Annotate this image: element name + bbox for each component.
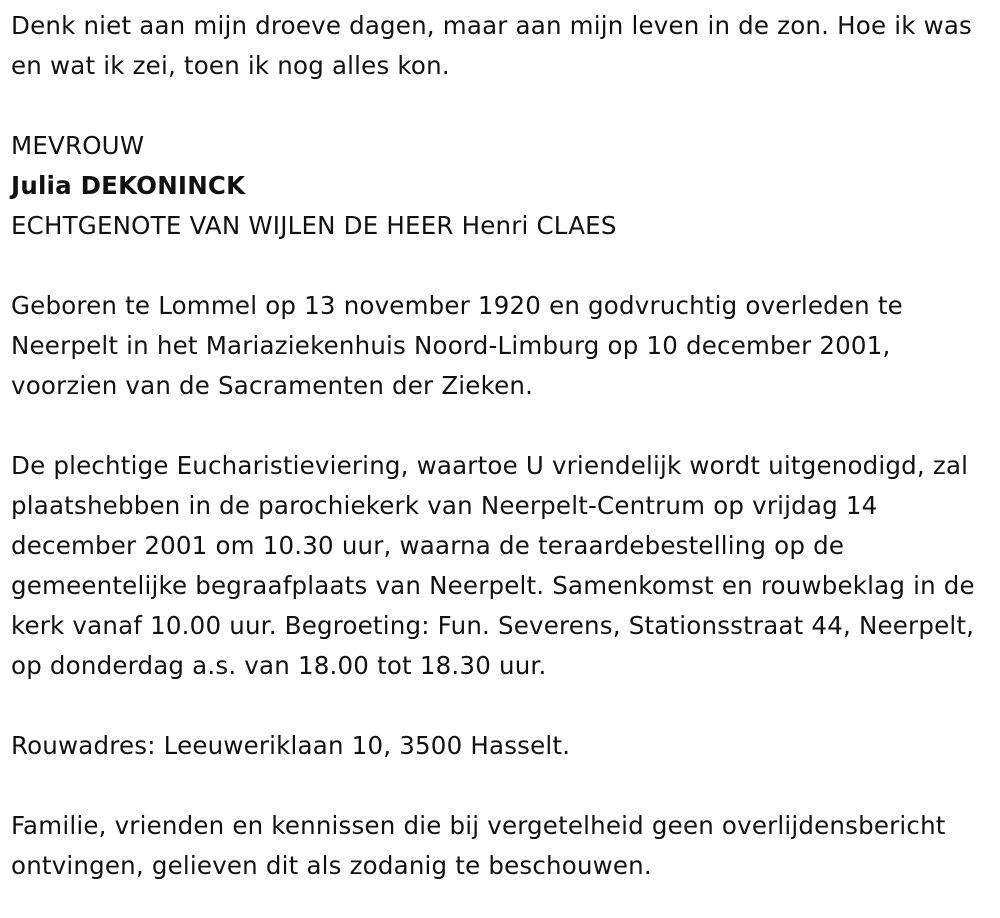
spacer — [11, 86, 996, 126]
closing-paragraph: Familie, vrienden en kennissen die bij vergetelheid geen overlijdensbericht ontvingen, gelieven dit als zodanig te beschouwen. — [11, 811, 946, 880]
obituary-notice — [11, 6, 996, 886]
spouse-line: ECHTGENOTE VAN WIJLEN DE HEER Henri CLAES — [11, 211, 617, 240]
spacer — [11, 406, 996, 446]
title-prefix: MEVROUW — [11, 131, 145, 160]
spacer — [11, 766, 996, 806]
ceremony-paragraph: De plechtige Eucharistieviering, waartoe U vriendelijk wordt uitgenodigd, zal plaatshebben in de parochiekerk van Neerpelt-Centrum op vrijdag 14 december 2001 om 10.30 uur, waarna de teraardebestelling op de gemeentelijke begraafplaats van Neerpelt. Samenkomst en rouwbeklag in de kerk vanaf 10.00 uur. Begroeting: Fun. Severens, Stationsstraat 44, Neerpelt, op donderdag a.s. van 18.00 tot 18.30 uur. — [11, 451, 975, 680]
spacer — [11, 246, 996, 286]
motto-text: Denk niet aan mijn droeve dagen, maar aan mijn leven in de zon. Hoe ik was en wat ik zei, toen ik nog alles kon. — [11, 11, 973, 80]
deceased-name: Julia DEKONINCK — [11, 171, 246, 200]
spacer — [11, 686, 996, 726]
address-paragraph: Rouwadres: Leeuweriklaan 10, 3500 Hasselt. — [11, 731, 571, 760]
birth-death-paragraph: Geboren te Lommel op 13 november 1920 en godvruchtig overleden te Neerpelt in het Mariaziekenhuis Noord-Limburg op 10 december 2001, voorzien van de Sacramenten der Zieken. — [11, 291, 903, 400]
